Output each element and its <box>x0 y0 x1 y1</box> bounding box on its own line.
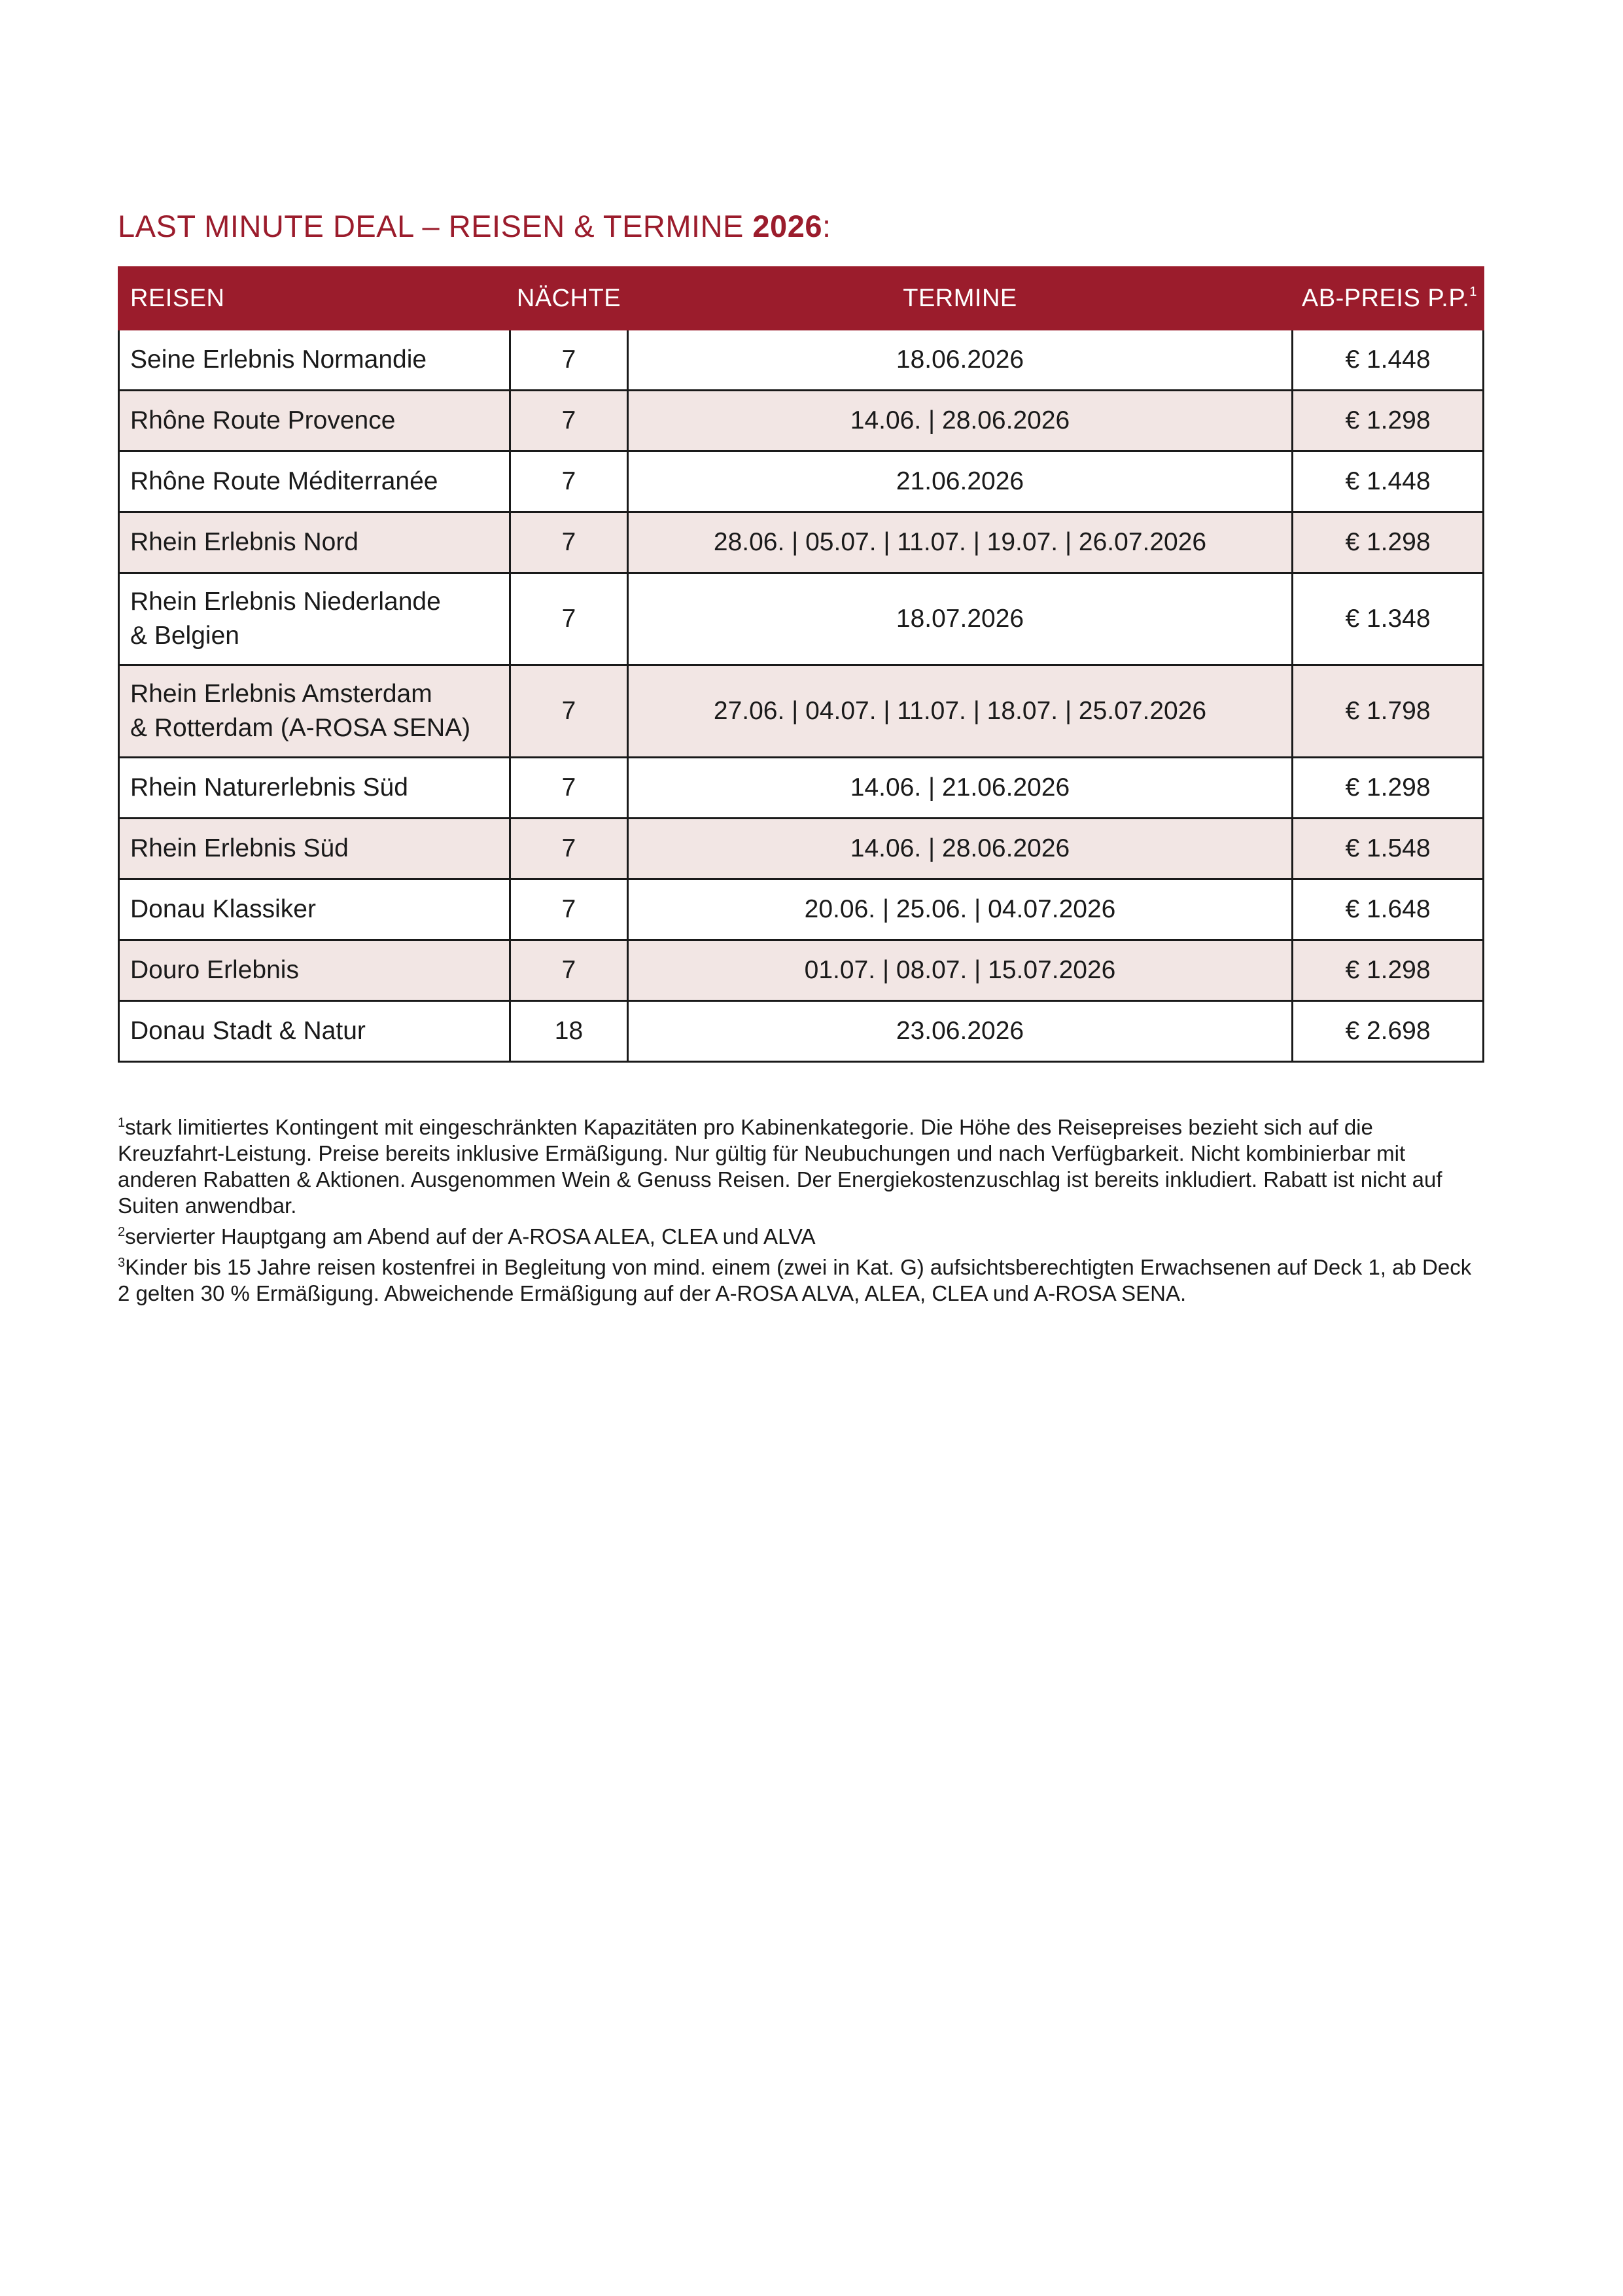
table-row <box>119 758 1484 819</box>
footnote <box>118 1110 1485 1219</box>
cell-preis: € 1.348 <box>1293 573 1484 665</box>
page-title-year: 2026 <box>752 209 822 243</box>
table-row <box>119 330 1484 391</box>
cell-preis: € 1.298 <box>1293 940 1484 1001</box>
header-preis <box>1293 268 1484 330</box>
cell-naechte: 7 <box>510 573 628 665</box>
cell-termine: 23.06.2026 <box>628 1001 1293 1062</box>
cell-naechte: 7 <box>510 665 628 758</box>
cell-reise: Douro Erlebnis <box>119 940 510 1001</box>
header-preis-footnote-mark: 1 <box>1469 284 1477 299</box>
table-row <box>119 512 1484 573</box>
cell-reise-line: Rhein Erlebnis Niederlande <box>130 588 441 616</box>
table-row <box>119 1001 1484 1062</box>
table-row <box>119 819 1484 879</box>
cell-termine: 14.06. | 21.06.2026 <box>628 758 1293 819</box>
cell-reise <box>119 665 510 758</box>
cell-preis: € 1.648 <box>1293 879 1484 940</box>
cell-preis: € 1.548 <box>1293 819 1484 879</box>
cell-preis: € 1.298 <box>1293 512 1484 573</box>
cell-reise: Donau Stadt & Natur <box>119 1001 510 1062</box>
page-title <box>118 208 831 244</box>
table-row <box>119 391 1484 451</box>
footnote <box>118 1219 1485 1250</box>
cell-reise: Rhône Route Méditerranée <box>119 451 510 512</box>
page-title-prefix: LAST MINUTE DEAL – REISEN & TERMINE <box>118 209 753 243</box>
cell-naechte: 7 <box>510 879 628 940</box>
cell-naechte: 7 <box>510 451 628 512</box>
cell-reise: Rhein Erlebnis Süd <box>119 819 510 879</box>
cell-naechte: 18 <box>510 1001 628 1062</box>
header-termine: TERMINE <box>628 268 1293 330</box>
page-title-suffix: : <box>822 209 831 243</box>
cell-reise-line: & Rotterdam (A-ROSA SENA) <box>130 714 471 742</box>
cell-reise: Seine Erlebnis Normandie <box>119 330 510 391</box>
cell-preis: € 1.298 <box>1293 391 1484 451</box>
footnote <box>118 1250 1485 1307</box>
table-row <box>119 879 1484 940</box>
cell-termine: 18.06.2026 <box>628 330 1293 391</box>
cell-reise: Rhein Naturerlebnis Süd <box>119 758 510 819</box>
cell-reise: Donau Klassiker <box>119 879 510 940</box>
cell-preis: € 1.448 <box>1293 330 1484 391</box>
cell-termine: 01.07. | 08.07. | 15.07.2026 <box>628 940 1293 1001</box>
table-row <box>119 665 1484 758</box>
cell-termine: 14.06. | 28.06.2026 <box>628 819 1293 879</box>
cell-naechte: 7 <box>510 758 628 819</box>
cell-termine: 28.06. | 05.07. | 11.07. | 19.07. | 26.07.2026 <box>628 512 1293 573</box>
cell-reise-line: & Belgien <box>130 622 239 650</box>
cell-preis: € 1.448 <box>1293 451 1484 512</box>
cell-reise: Rhône Route Provence <box>119 391 510 451</box>
header-naechte: NÄCHTE <box>510 268 628 330</box>
footnote-mark: 3 <box>118 1256 126 1270</box>
cell-termine: 20.06. | 25.06. | 04.07.2026 <box>628 879 1293 940</box>
footnotes <box>118 1110 1485 1307</box>
cell-naechte: 7 <box>510 330 628 391</box>
cell-preis: € 2.698 <box>1293 1001 1484 1062</box>
cell-preis: € 1.798 <box>1293 665 1484 758</box>
cell-reise: Rhein Erlebnis Nord <box>119 512 510 573</box>
cell-reise <box>119 573 510 665</box>
cell-reise-line: Rhein Erlebnis Amsterdam <box>130 680 432 708</box>
table-row <box>119 451 1484 512</box>
cell-naechte: 7 <box>510 940 628 1001</box>
table-row <box>119 940 1484 1001</box>
cell-naechte: 7 <box>510 512 628 573</box>
footnote-text: stark limitiertes Kontingent mit eingeschränkten Kapazitäten pro Kabinenkategorie. Die Höhe des Reisepreises bezieht sich auf die Kreuzfahrt-Leistung. Preise bereits inklusive Ermäßigung. Nur gültig für Neubuchungen und nach Verfügbarkeit. Nicht kombinierbar mit anderen Rabatten & Aktionen. Ausgenommen Wein & Genuss Reisen. Der Energiekostenzuschlag ist bereits inkludiert. Rabatt ist nicht auf Suiten anwendbar. <box>118 1115 1442 1218</box>
table-header <box>119 268 1484 330</box>
table-header-row <box>119 268 1484 330</box>
cell-preis: € 1.298 <box>1293 758 1484 819</box>
footnote-text: Kinder bis 15 Jahre reisen kostenfrei in Begleitung von mind. einem (zwei in Kat. G) aufsichtsberechtigten Erwachsenen auf Deck 1, ab Deck 2 gelten 30 % Ermäßigung. Abweichende Ermäßigung auf der A-ROSA ALVA, ALEA, CLEA und A-ROSA SENA. <box>118 1255 1472 1305</box>
cell-termine: 27.06. | 04.07. | 11.07. | 18.07. | 25.07.2026 <box>628 665 1293 758</box>
cell-naechte: 7 <box>510 819 628 879</box>
cell-termine: 21.06.2026 <box>628 451 1293 512</box>
footnote-text: servierter Hauptgang am Abend auf der A-ROSA ALEA, CLEA und ALVA <box>125 1224 816 1248</box>
footnote-mark: 2 <box>118 1225 126 1239</box>
footnote-mark: 1 <box>118 1116 126 1130</box>
cell-termine: 18.07.2026 <box>628 573 1293 665</box>
cell-naechte: 7 <box>510 391 628 451</box>
table-row <box>119 573 1484 665</box>
table-body <box>119 330 1484 1062</box>
header-preis-label: AB-PREIS P.P. <box>1301 284 1470 312</box>
trips-table <box>118 266 1484 1063</box>
header-reisen: REISEN <box>119 268 510 330</box>
cell-termine: 14.06. | 28.06.2026 <box>628 391 1293 451</box>
